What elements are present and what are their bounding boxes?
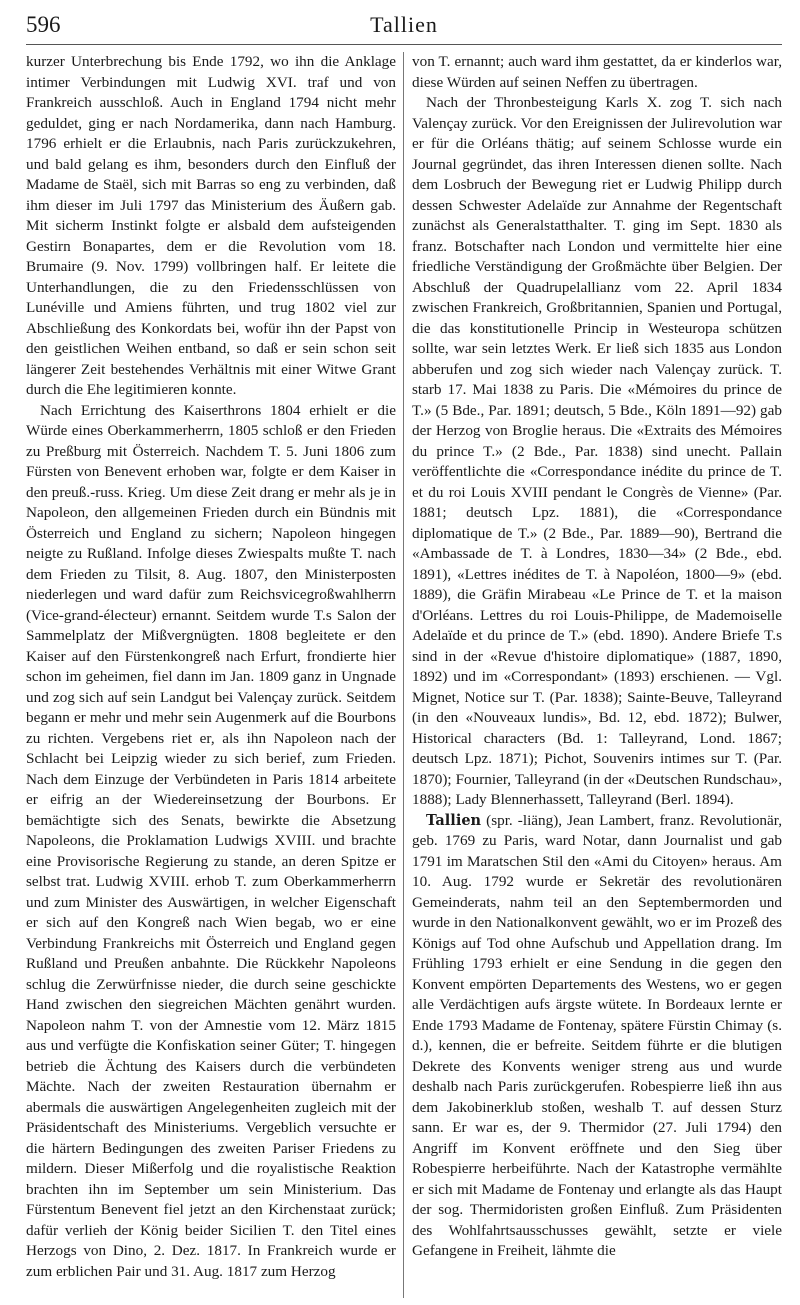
page-number: 596: [26, 12, 61, 37]
paragraph: kurzer Unterbrechung bis Ende 1792, wo ihn die Anklage intimer Verbindungen mit Ludwig XVI. traf und von Frankreich ausschloß. Auch in England 1794 nicht mehr geduldet, ging er nach Nordamerika, dann nach Hamburg. 1796 erhielt er die Erlaubnis, nach Paris zurückzukehren, und bald gelang es ihm, besonders durch den Einfluß der Madame de Staël, sich mit Barras so eng zu verbinden, daß ihm dieser im Juli 1797 das Ministerium des Äußern gab. Mit sicherm Instinkt folgte er alsbald dem aufsteigenden Gestirn Bonapartes, dem er die Revolution vom 18. Brumaire (9. Nov. 1799) vollbringen half. Er leitete die Unterhandlungen, die zu den Friedensschlüssen von Lunéville und Amiens führten, und trug 1802 viel zur Abschließung des Konkordats bei, wofür ihn der Papst von den geistlichen Weihen entband, so daß er sein schon seit längerer Zeit bestehendes Verhältnis mit einer Witwe Grant durch die Ehe legitimieren konnte.: [26, 53, 396, 398]
right-column: [412, 52, 782, 1298]
entry-text: (spr. -liäng), Jean Lambert, franz. Revolutionär, geb. 1769 zu Paris, ward Notar, dann Journalist und gab 1791 im Maratschen Stil den «Ami du Citoyen» heraus. Am 10. Aug. 1792 wurde er Sekretär des revolutionären Gemeinderats, nahm teil an den Septembermorden und wurde in den Nationalkonvent gewählt, wo er im Prozeß des Königs auf Tod ohne Aufschub und Appellation drang. Im Frühling 1793 erhielt er eine Sendung in die gegen den Konvent empörten Departements des Westens, wo er gegen alle Verdächtigen aufs ärgste wütete. In Bordeaux lernte er Ende 1793 Madame de Fontenay, spätere Fürstin Chimay (s. d.), kennen, die er befreite. Seitdem führte er die blutigen Dekrete des Konvents weniger streng aus und wurde deshalb nach Paris zurückgerufen. Robespierre ließ ihn aus dem Jakobinerklub stoßen, weshalb T. auf dessen Sturz sann. Er war es, der 9. Thermidor (27. Juli 1794) den Angriff im Konvent eröffnete und den Sieg über Robespierre herbeiführte. Nach der Katastrophe vermählte er sich mit Madame de Fontenay und erlangte als das Haupt der sog. Thermidoristen großen Einfluß. Zum Präsidenten des Wohlfahrtsausschusses gewählt, setzte er viele Gefangene in Freiheit, lähmte die: [412, 811, 782, 1259]
running-head: Tallien: [370, 12, 438, 37]
page-header: [26, 8, 782, 45]
left-column: [26, 52, 396, 1298]
dictionary-page: [26, 8, 782, 1298]
entry-tallien: [412, 811, 782, 1262]
paragraph: Nach Errichtung des Kaiserthrons 1804 erhielt er die Würde eines Oberkammerherrn, 1805 schloß er den Frieden zu Preßburg mit Österreich. Nachdem T. 5. Juni 1806 zum Fürsten von Benevent erhoben war, folgte er dem Kaiser in den preuß.-russ. Krieg. Um diese Zeit drang er mehr als je in Napoleon, den allgemeinen Frieden durch ein Bündnis mit Österreich und England zu sichern; Napoleon hingegen neigte zu Rußland. Infolge dieses Zwiespalts mußte T. nach dem Frieden zu Tilsit, 8. Aug. 1807, den Ministerposten niederlegen und ward dafür zum Reichsvicegroßwahlherrn (Vice-grand-électeur) ernannt. Seitdem wurde T.s Salon der Sammelplatz der Mißvergnügten. 1808 begleitete er den Kaiser auf den Fürstenkongreß nach Erfurt, frondierte hier schon im geheimen, fiel dann im Jan. 1809 ganz in Ungnade und zog sich auf sein Landgut bei Valençay zurück. Seitdem begann er mehr und mehr sein Augenmerk auf die Bourbons zu richten. Vergebens riet er, als ihn Napoleon nach der Schlacht bei Leipzig wieder zu sich berief, zum Frieden. Nach dem Einzuge der Verbündeten in Paris 1814 arbeitete er eifrig an der Wiedereinsetzung der Bourbons. Er bemächtigte sich des Senats, bewirkte die Absetzung Napoleons, die Proklamation Ludwigs XVIII. und brachte eine Provisorische Regierung zu stande, an deren Spitze er selbst trat. Ludwig XVIII. erhob T. zum Oberkammerherrn und zum Minister des Auswärtigen, in welcher Eigenschaft er sich auf den Kongreß nach Wien begab, wo er eine Verbindung Frankreichs mit Österreich und England gegen Rußland und Preußen anbahnte. Die Rückkehr Napoleons schlug die Zerwürfnisse nieder, die durch seine geschickte Hand zwischen den siegreichen Mächten genährt wurden. Napoleon nahm T. von der Amnestie vom 12. März 1815 aus und verfügte die Konfiskation seiner Güter; T. hingegen betrieb die Ächtung des Kaisers durch die verbündeten Mächte. Nach der zweiten Restauration übernahm er abermals die auswärtigen Angelegenheiten zugleich mit der Präsidentschaft des Ministeriums. Vergeblich versuchte er die härtern Bedingungen des zweiten Pariser Friedens zu mildern. Dieser Mißerfolg und die royalistische Reaktion brachten ihn im September um sein Ministerium. Das Fürstentum Benevent fiel jetzt an den Kirchenstaat zurück; dafür verlieh der König beider Sicilien T. den Titel eines Herzogs von Dino, 2. Dez. 1817. In Frankreich wurde er zum erblichen Pair und 31. Aug. 1817 zum Herzog: [26, 401, 396, 1280]
entry-headword: Tallien: [426, 811, 482, 829]
text-columns: [26, 52, 782, 1298]
column-divider: [403, 52, 404, 1298]
paragraph: von T. ernannt; auch ward ihm gestattet, da er kinderlos war, diese Würden auf seinen Neffen zu übertragen.: [412, 53, 782, 91]
paragraph: Nach der Thronbesteigung Karls X. zog T. sich nach Valençay zurück. Vor den Ereignissen der Julirevolution war er für die Orléans thätig; auf seinem Schlosse wurde ein Journal gegründet, das ihren Interessen dienen sollte. Nach dem Losbruch der Bewegung riet er Ludwig Philipp durch dessen Schwester Adelaïde zur Annahme der Regentschaft zunächst als Generalstatthalter. T. ging im Sept. 1830 als franz. Botschafter nach London und vermittelte hier eine friedliche Verständigung der Großmächte über Belgien. Der Abschluß der Quadrupelallianz vom 22. April 1834 zwischen Frankreich, Großbritannien, Spanien und Portugal, die das konstitutionelle Princip in Westeuropa schützen sollte, war sein letztes Werk. Er ließ sich 1835 aus London abberufen und zog sich wieder nach Valençay zurück. T. starb 17. Mai 1838 zu Paris. Die «Mémoires du prince de T.» (5 Bde., Par. 1891; deutsch, 5 Bde., Köln 1891—92) gab der Herzog von Broglie heraus. Die «Extraits des Mémoires du prince T.» (2 Bde., Par. 1838) sind unecht. Pallain veröffentlichte die «Correspondance inédite du prince de T. et du roi Louis XVIII pendant le Congrès de Vienne» (Par. 1881; deutsch Lpz. 1881), die «Correspondance diplomatique de T.» (2 Bde., Par. 1889—90), Bertrand die «Ambassade de T. à Londres, 1830—34» (2 Bde., ebd. 1891), «Lettres inédites de T. à Napoléon, 1800—9» (ebd. 1889), die Gräfin Mirabeau «Le Prince de T. et la maison d'Orléans. Lettres du roi Louis-Philippe, de Mademoiselle Adelaïde et du prince de T.» (ebd. 1890). Andere Briefe T.s sind in der «Revue d'histoire diplomatique» (1887, 1890, 1892) und im «Correspondant» (1893) erschienen. — Vgl. Mignet, Notice sur T. (Par. 1838); Sainte-Beuve, Talleyrand (in den «Nouveaux lundis», Bd. 12, ebd. 1872); Bulwer, Historical characters (Bd. 1: Talleyrand, Lond. 1867; deutsch Lpz. 1871); Pichot, Souvenirs intimes sur T. (Par. 1870); Fournier, Talleyrand (in der «Deutschen Rundschau», 1888); Lady Blennerhassett, Talleyrand (Berl. 1894).: [412, 94, 782, 808]
